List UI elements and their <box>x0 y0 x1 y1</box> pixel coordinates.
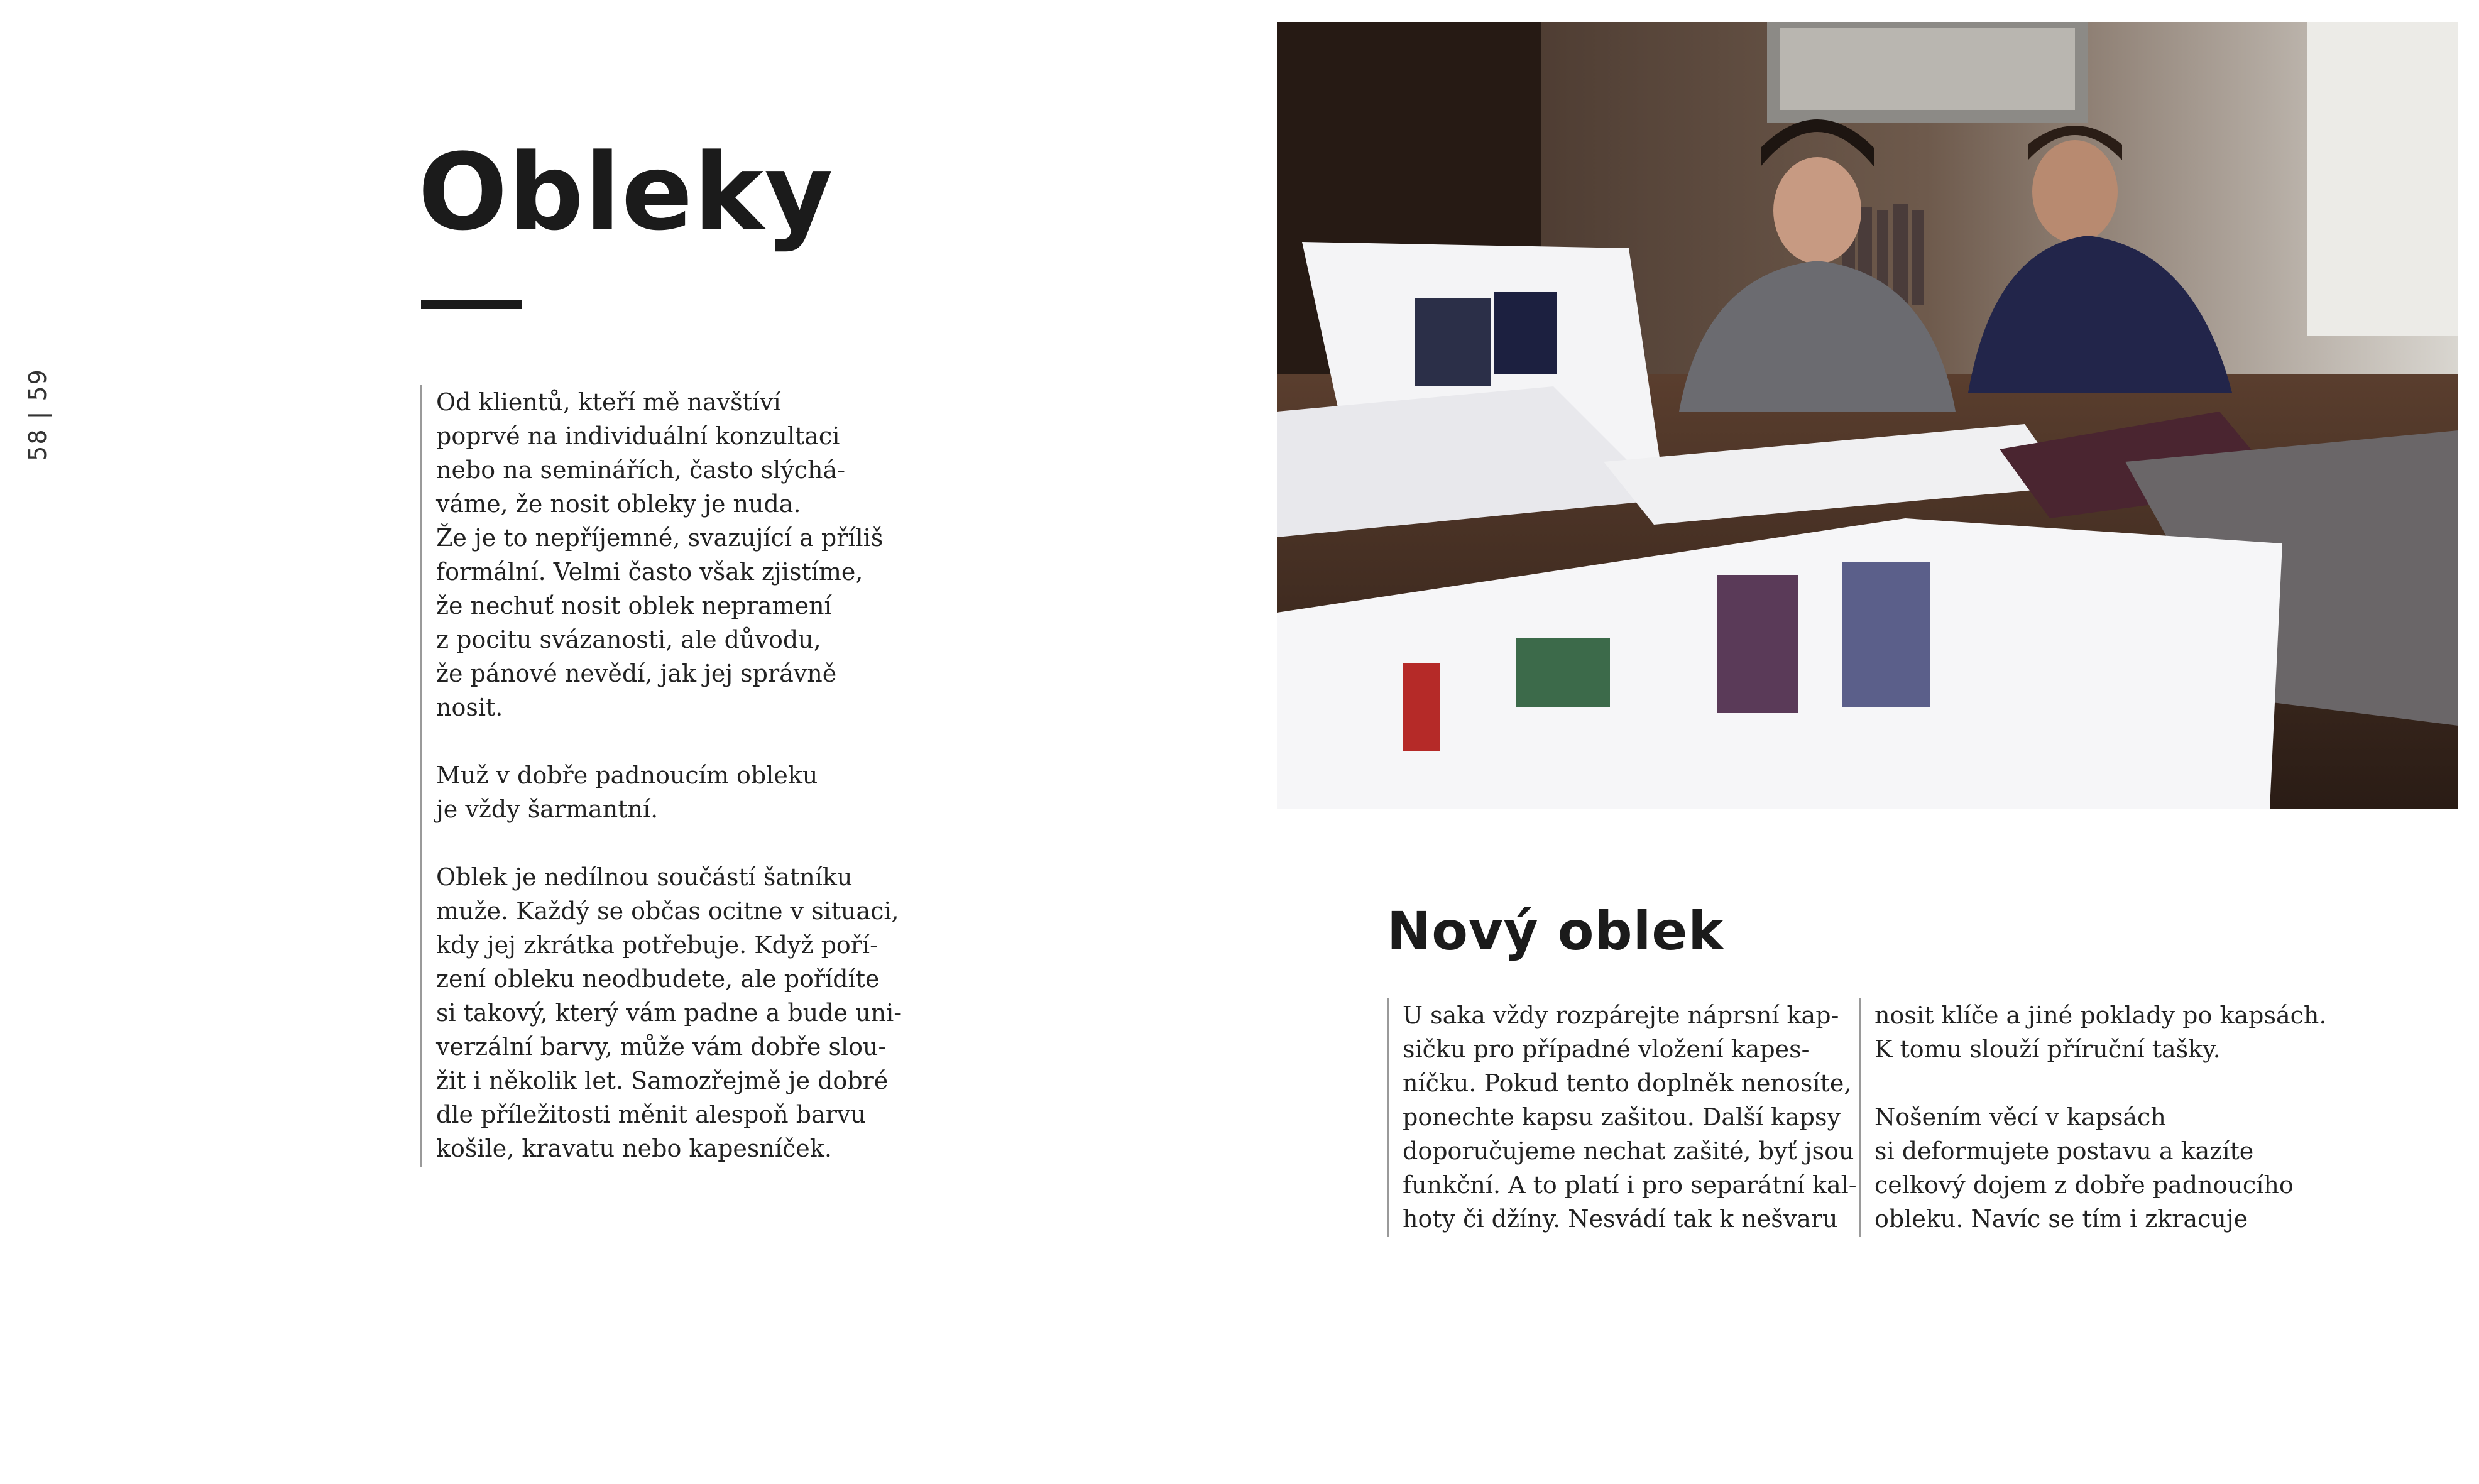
intro-paragraph-3: Oblek je nedílnou součástí šatníku muže. Každý se občas ocitne v situaci, kdy jej zkrátka potřebuje. Když poří- zení obleku neodbudete, ale pořídíte si takový, který vám padne a bude uni- verzální barvy, může vám dobře slou- žit i několik let. Samozřejmě je dobré dle příležitosti měnit alespoň barvu košile, kravatu nebo kapesníček. <box>436 863 902 1162</box>
title-underline <box>421 300 522 309</box>
consultation-photo <box>1277 22 2458 809</box>
page-number-text: 58 | 59 <box>24 368 52 461</box>
intro-paragraph-2: Muž v dobře padnoucím obleku je vždy šarmantní. <box>436 761 818 823</box>
photo-illustration <box>1277 22 2458 809</box>
intro-text-column <box>420 385 914 1167</box>
section-column-1 <box>1387 998 1857 1237</box>
intro-paragraph-1: Od klientů, kteří mě navštíví poprvé na individuální konzultaci nebo na seminářích, často slýchá- váme, že nosit obleky je nuda. Že je to nepříjemné, svazující a příliš formální. Velmi často však zjistíme, že nechuť nosit oblek nepramení z pocitu svázanosti, ale důvodu, že pánové nevědí, jak jej správně nosit. <box>436 388 884 721</box>
section-column-2-paragraph-1: nosit klíče a jiné poklady po kapsách. K tomu slouží příruční tašky. <box>1874 1001 2327 1063</box>
section-column-1-text: U saka vždy rozpárejte náprsní kap- sičku pro případné vložení kapes- níčku. Pokud tento doplněk nenosíte, ponechte kapsu zašitou. Další kapsy doporučujeme nechat zašité, byť jsou funkční. A to platí i pro separátní kal- hoty či džíny. Nesvádí tak k nešvaru <box>1403 1001 1857 1233</box>
section-column-2-paragraph-2: Nošením věcí v kapsách si deformujete postavu a kazíte celkový dojem z dobře padnoucího obleku. Navíc se tím i zkracuje <box>1874 1103 2294 1233</box>
section-column-2 <box>1859 998 2327 1237</box>
section-heading: Nový oblek <box>1387 900 1724 962</box>
page-number <box>25 368 50 462</box>
page-title: Obleky <box>418 131 834 254</box>
